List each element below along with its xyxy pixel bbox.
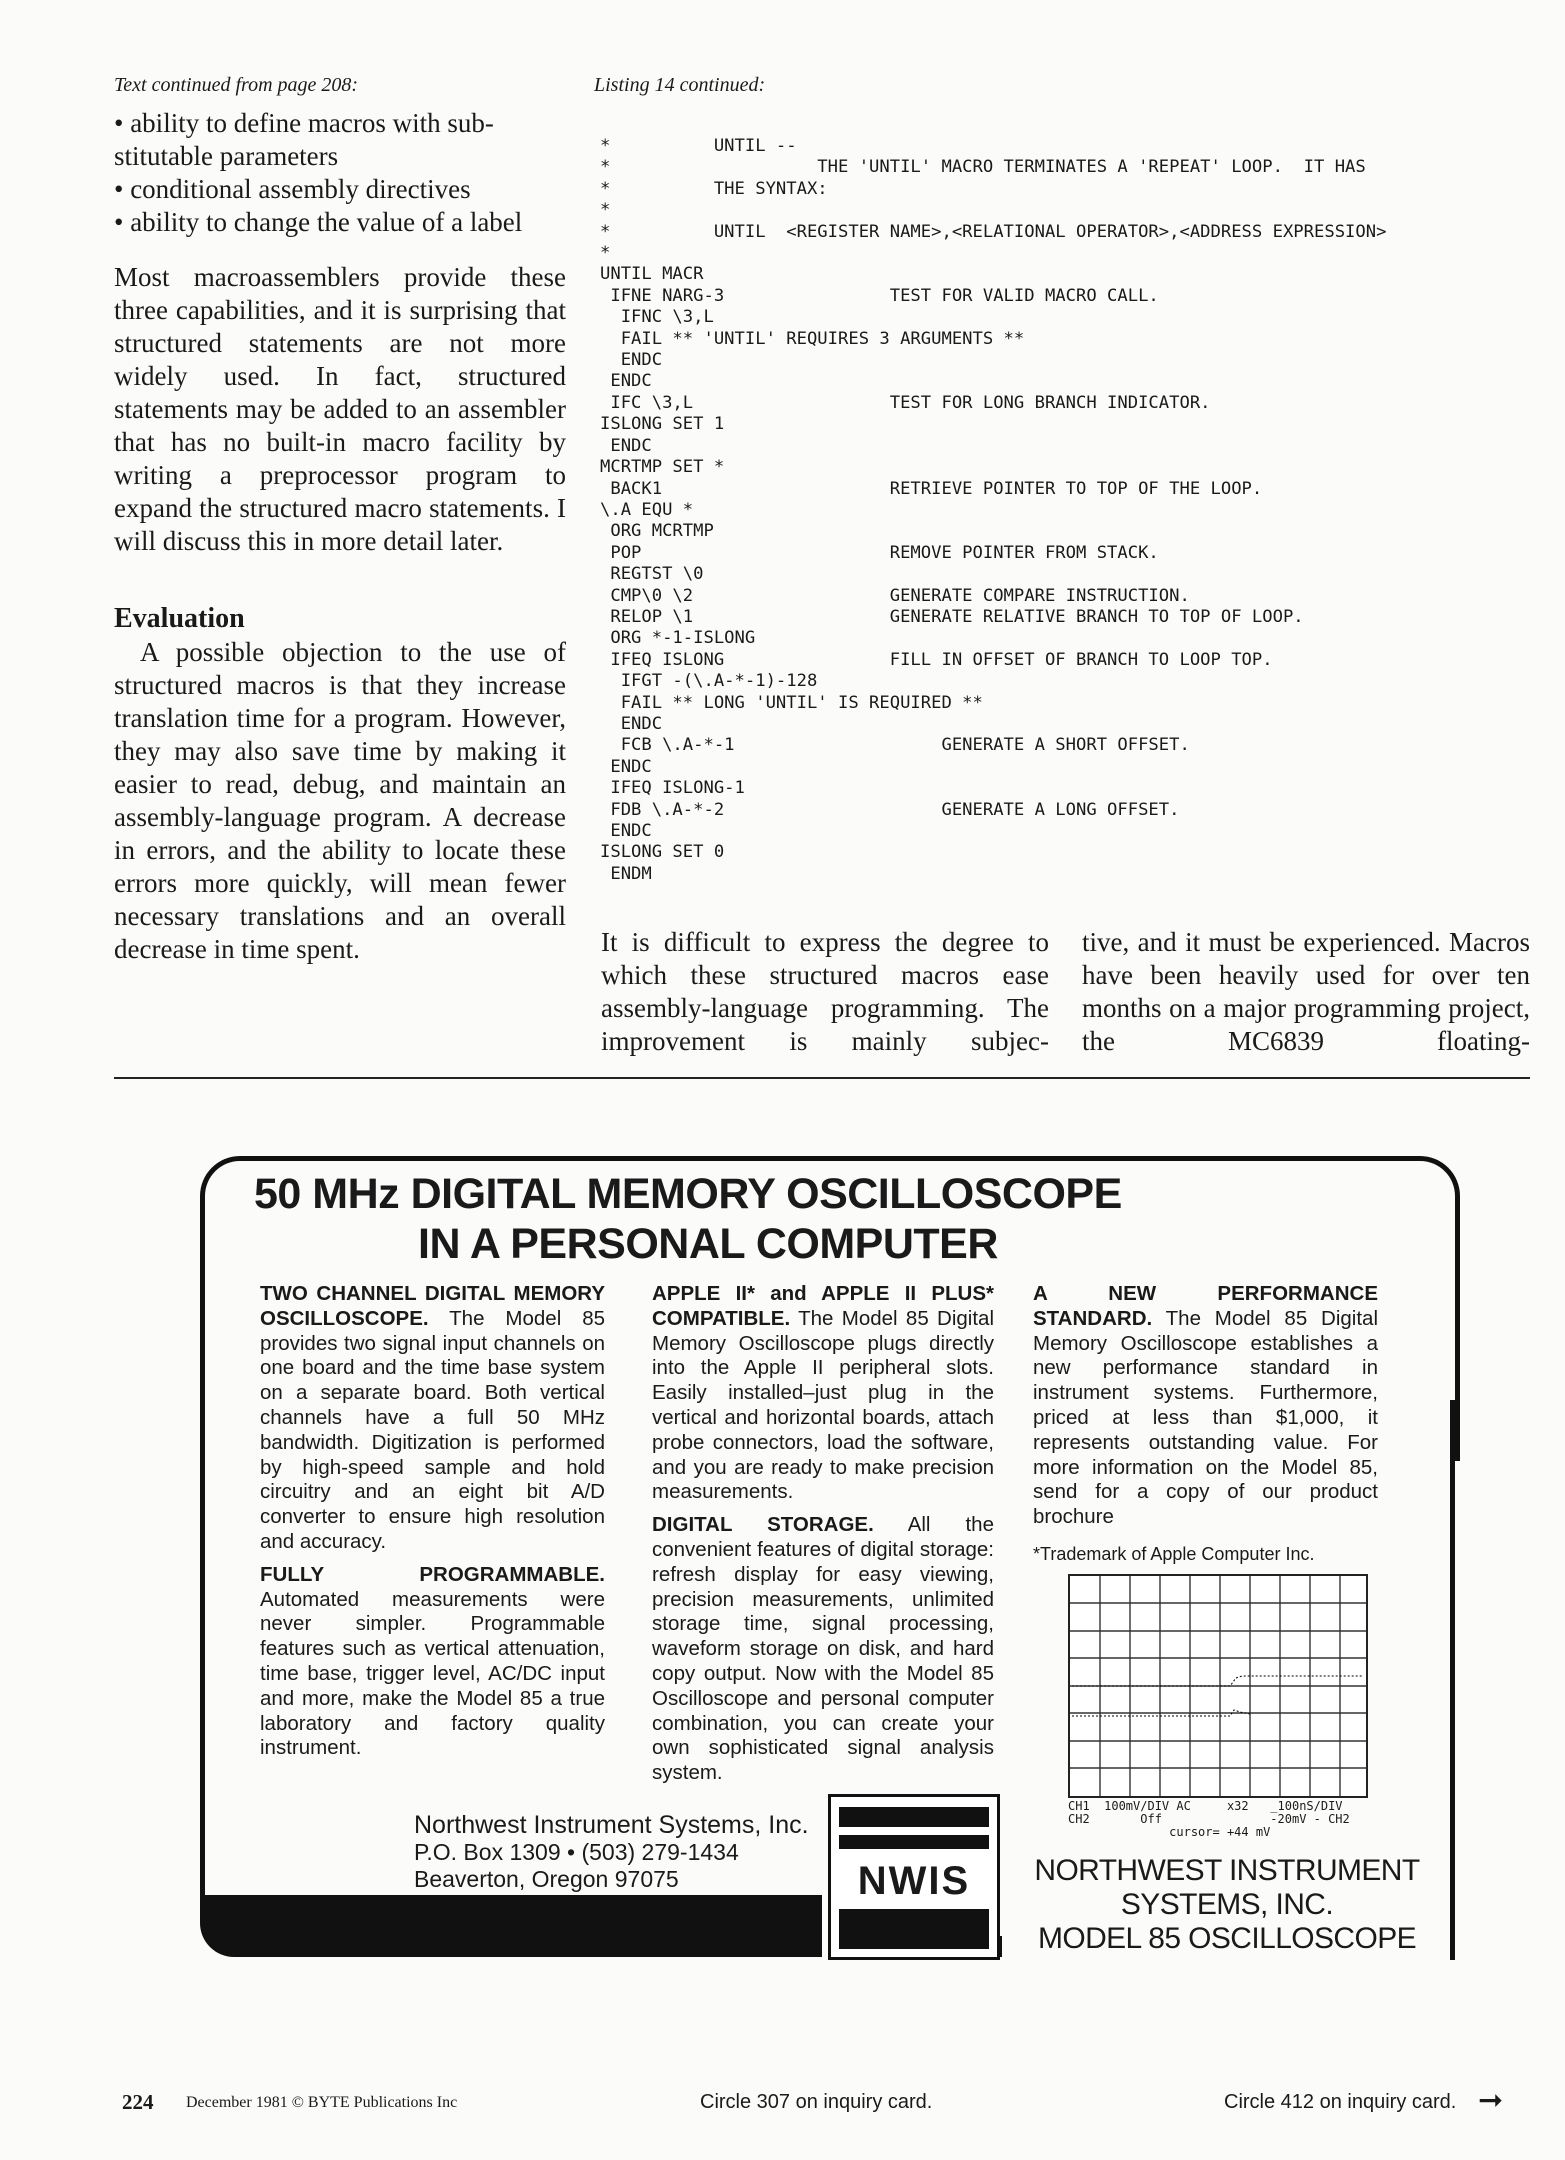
nwis-logo xyxy=(828,1794,1000,1960)
section-heading: Evaluation xyxy=(114,603,245,634)
ad-frame-left-edge xyxy=(200,1400,205,1920)
company-address-line: P.O. Box 1309 • (503) 279-1434 xyxy=(414,1839,739,1865)
ad-body-text: The Model 85 Digital Memory Oscilloscope plugs directly into the Apple II peripheral slots. Easily installed–just plug in the vertical and horizontal boards, attach probe connectors, load the software, and you are ready to make precision measurements. xyxy=(652,1306,994,1504)
bullet-item: • conditional assembly directives xyxy=(114,174,471,204)
ad-bottom-band xyxy=(200,1895,822,1957)
body-paragraph: Most macroassemblers provide these three capabilities, and it is surprising that structured statements are not more widely used. In fact, structured statements may be added to an assembler that has no built-in macro facility by writing a preprocessor program to expand the structured macro statements. I will discuss this in more detail later. xyxy=(114,262,566,556)
ad-body-text: The Model 85 Digital Memory Oscilloscope establishes a new performance standard in instrument systems. Furthermore, priced at less than $1,000, it represents outstanding value. For more information on the Model 85, send for a copy of our product brochure xyxy=(1033,1306,1378,1529)
ad-body-text: Automated measurements were never simpler. Programmable features such as vertical attenuation, time base, trigger level, AC/DC input and more, make the Model 85 a true laboratory and factory quality instrument. xyxy=(260,1587,605,1760)
scope-grid-svg xyxy=(1070,1576,1366,1796)
horizontal-rule xyxy=(114,1077,1530,1079)
ad-subhead: APPLE II* and APPLE II PLUS* COMPATIBLE. xyxy=(652,1282,994,1330)
footer-credit: December 1981 © BYTE Publications Inc xyxy=(186,2094,458,2111)
body-paragraph: A possible objection to the use of structured macros is that they increase translation time for a program. However, they may also save time by making it easier to read, debug, and maintain an assembly-language program. A decrease in errors, and the ability to locate these errors more quickly, will mean fewer necessary translations and an overall decrease in time spent. xyxy=(114,637,566,964)
logo-bar xyxy=(839,1909,989,1949)
company-address-line: Beaverton, Oregon 97075 xyxy=(414,1866,679,1892)
brand-line: SYSTEMS, INC. xyxy=(1120,1888,1334,1921)
brand-line: MODEL 85 OSCILLOSCOPE xyxy=(1037,1922,1417,1955)
right-article-column: tive, and it must be experienced. Macros have been heavily used for over ten months on a major programming project, the MC6839 floating- xyxy=(1082,927,1530,1056)
brand-block xyxy=(1020,1854,1434,1956)
ad-subhead: DIGITAL STORAGE. xyxy=(652,1513,874,1537)
ad-body-text: All the convenient features of digital storage: refresh display for easy viewing, precision measurements, unlimited storage time, signal processing, waveform storage on disk, and hard copy output. Now with the Model 85 Oscilloscope and personal computer combination, you can create your own sophisticated signal analysis system. xyxy=(652,1513,994,1785)
brand-line: NORTHWEST INSTRUMENT xyxy=(1034,1854,1420,1887)
oscilloscope-screen-graphic xyxy=(1068,1574,1368,1798)
company-name: Northwest Instrument Systems, Inc. xyxy=(414,1811,809,1839)
left-article-column xyxy=(114,74,566,966)
logo-text: NWIS xyxy=(857,1859,971,1903)
ad-frame-right-edge xyxy=(1450,1400,1455,1960)
ad-headline: IN A PERSONAL COMPUTER xyxy=(418,1220,998,1268)
ad-subhead: TWO CHANNEL DIGITAL MEMORY OSCILLOSCOPE. xyxy=(260,1282,605,1330)
listing-label: Listing 14 continued: xyxy=(594,74,766,96)
ad-column-3 xyxy=(1033,1282,1378,1567)
inquiry-note: Circle 412 on inquiry card. xyxy=(1224,2091,1457,2113)
bullet-item: • ability to change the value of a label xyxy=(114,207,523,237)
company-address-block xyxy=(414,1812,834,1893)
ad-column-1 xyxy=(260,1282,605,1769)
scope-trace-upper xyxy=(1072,1676,1362,1686)
ad-body-text: The Model 85 provides two signal input channels on one board and the time base system on a separate board. Both vertical channels have a full 50 MHz bandwidth. Digitization is performed by high-speed sample and hold circuitry and an eight bit A/D converter to ensure high resolution and accuracy. xyxy=(260,1306,605,1553)
page-number: 224 xyxy=(122,2090,154,2114)
ad-subhead: A NEW PERFORMANCE STANDARD. xyxy=(1033,1282,1378,1330)
logo-bar xyxy=(839,1807,989,1827)
middle-article-column: It is difficult to express the degree to which these structured macros ease assembly-language programming. The improvement is mainly subjec- xyxy=(601,927,1049,1056)
logo-bar xyxy=(839,1835,989,1849)
bullet-item: • ability to define macros with sub-stitutable parameters xyxy=(114,108,494,171)
code-listing: * UNTIL -- * THE 'UNTIL' MACRO TERMINATES A 'REPEAT' LOOP. IT HAS * THE SYNTAX: * * UNTIL <REGISTER NAME>,<RELATIONAL OPERATOR>,<ADDRESS EXPRESSION> * UNTIL MACR IFNE NARG-3 TEST FOR VALID MACRO CALL. IFNC \3,L FAIL ** 'UNTIL' REQUIRES 3 ARGUMENTS ** ENDC ENDC IFC \3,L TEST FOR LONG BRANCH INDICATOR. ISLONG SET 1 ENDC MCRTMP SET * BACK1 RETRIEVE POINTER TO TOP OF THE LOOP. \.A EQU * ORG MCRTMP POP REMOVE POINTER FROM STACK. REGTST \0 CMP\0 \2 GENERATE COMPARE INSTRUCTION. RELOP \1 GENERATE RELATIVE BRANCH TO TOP OF LOOP. ORG *-1-ISLONG IFEQ ISLONG FILL IN OFFSET OF BRANCH TO LOOP TOP. IFGT -(\.A-*-1)-128 FAIL ** LONG 'UNTIL' IS REQUIRED ** ENDC FCB \.A-*-1 GENERATE A SHORT OFFSET. ENDC IFEQ ISLONG-1 FDB \.A-*-2 GENERATE A LONG OFFSET. ENDC ISLONG SET 0 ENDM xyxy=(600,136,1387,884)
trademark-note: *Trademark of Apple Computer Inc. xyxy=(1033,1543,1315,1564)
scope-legend: CH1 100mV/DIV AC x32 _100nS/DIV CH2 Off -20mV - CH2 cursor= +44 mV xyxy=(1068,1799,1350,1839)
right-arrow-icon: ➞ xyxy=(1478,2084,1504,2117)
inquiry-note: Circle 307 on inquiry card. xyxy=(700,2091,933,2113)
ad-headline: 50 MHz DIGITAL MEMORY OSCILLOSCOPE xyxy=(254,1170,1122,1218)
ad-column-2 xyxy=(652,1282,994,1794)
ad-subhead: FULLY PROGRAMMABLE. xyxy=(260,1562,605,1586)
continued-label: Text continued from page 208: xyxy=(114,74,359,96)
